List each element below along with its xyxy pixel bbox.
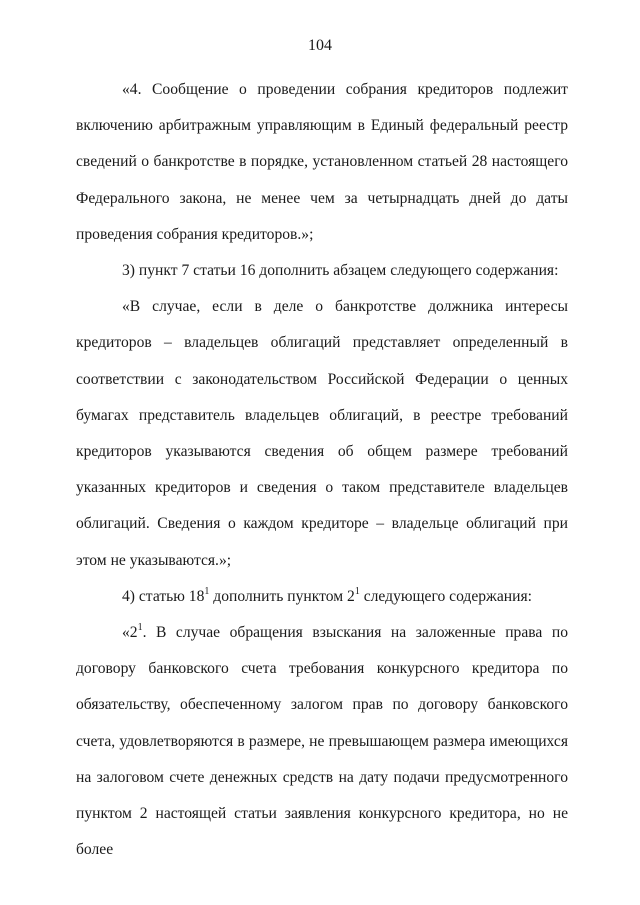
point-2-1-text-a: «2 — [122, 624, 138, 642]
document-body — [76, 72, 568, 868]
point-2-1-text-b: . В случае обращения взыскания на заложенные права по договору банковского счета требования конкурсного кредитора по обязательству, обеспеченному залогом прав по договору банковского счета, удовлетворяются в размере, не превышающем размера имеющихся на залоговом счете денежных средств на дату подачи предусмотренного пунктом 2 настоящей статьи заявления конкурсного кредитора, но не более — [76, 624, 568, 859]
page-number: 104 — [308, 37, 332, 54]
item-4-text-c: следующего содержания: — [359, 587, 532, 605]
paragraph-item-3: 3) пункт 7 статьи 16 дополнить абзацем следующего содержания: — [122, 262, 559, 280]
paragraph-point-2-1 — [76, 615, 568, 868]
paragraph-item-4 — [76, 579, 568, 615]
point-2-1-superscript: 1 — [137, 621, 143, 633]
paragraph-bondholders-representative: «В случае, если в деле о банкротстве должника интересы кредиторов – владельцев облигаций представляет определенный в соответствии с законодательством Российской Федерации о ценных бумагах представитель владельцев облигаций, в реестре требований кредиторов указываются сведения об общем размере требований указанных кредиторов и сведения о таком представителе владельцев облигаций. Сведения о каждом кредиторе – владельце облигаций при этом не указываются.»; — [76, 298, 568, 569]
item-4-superscript-1: 1 — [204, 585, 210, 597]
item-4-superscript-2: 1 — [354, 585, 360, 597]
item-4-text-b: дополнить пунктом 2 — [209, 587, 355, 605]
paragraph-notice-meeting: «4. Сообщение о проведении собрания кредиторов подлежит включению арбитражным управляющим в Единый федеральный реестр сведений о банкротстве в порядке, установленном статьей 28 настоящего Федерального закона, не менее чем за четырнадцать дней до даты проведения собрания кредиторов.»; — [76, 81, 568, 243]
item-4-text-a: 4) статью 18 — [122, 587, 205, 605]
